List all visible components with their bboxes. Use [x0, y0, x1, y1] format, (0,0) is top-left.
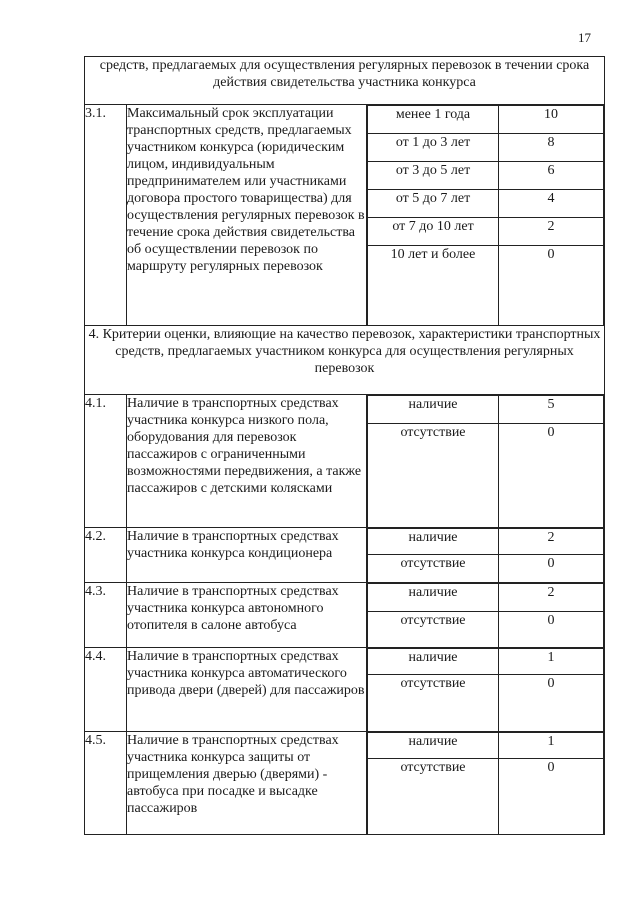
- page-number: 17: [578, 30, 591, 45]
- option-row: [368, 611, 604, 647]
- row-number: 4.5.: [85, 731, 127, 835]
- option-cell: [367, 394, 605, 528]
- option-score: 0: [499, 423, 604, 527]
- option-label: отсутствие: [368, 675, 499, 731]
- option-score: 0: [499, 611, 604, 647]
- option-label: наличие: [368, 649, 499, 675]
- option-label: отсутствие: [368, 758, 499, 834]
- option-row: [368, 675, 604, 731]
- row-description: Наличие в транспортных средствах участника конкурса низкого пола, оборудования для перевозок пассажиров с ограниченными возможностями передвижения, а также пассажиров с детскими колясками: [127, 394, 367, 528]
- option-score: 2: [499, 218, 604, 246]
- options-table: [367, 648, 604, 731]
- row-number: 4.2.: [85, 528, 127, 583]
- criteria-row-4-1: [85, 394, 605, 528]
- option-row: [368, 555, 604, 582]
- option-row: [368, 423, 604, 527]
- row-number: 4.1.: [85, 394, 127, 528]
- option-label: наличие: [368, 583, 499, 611]
- option-label: отсутствие: [368, 423, 499, 527]
- section-4-title-row: [85, 325, 605, 394]
- option-row: [368, 732, 604, 758]
- option-score: 4: [499, 190, 604, 218]
- option-row: [368, 190, 604, 218]
- option-cell: [367, 648, 605, 732]
- options-table: [367, 583, 604, 648]
- option-label: от 3 до 5 лет: [368, 162, 499, 190]
- criteria-row-4-5: [85, 731, 605, 835]
- option-row: [368, 758, 604, 834]
- option-score: 0: [499, 675, 604, 731]
- option-score: 10: [499, 106, 604, 134]
- row-number: 3.1.: [85, 105, 127, 326]
- header-continuation-row: [85, 57, 605, 105]
- option-cell: [367, 105, 605, 326]
- option-label: наличие: [368, 529, 499, 555]
- option-score: 2: [499, 529, 604, 555]
- option-score: 1: [499, 649, 604, 675]
- option-score: 0: [499, 555, 604, 582]
- option-row: [368, 106, 604, 134]
- option-row: [368, 246, 604, 325]
- option-row: [368, 583, 604, 611]
- option-label: от 1 до 3 лет: [368, 134, 499, 162]
- row-description: Максимальный срок эксплуатации транспортных средств, предлагаемых участником конкурса (юридическим лицом, индивидуальным предпринимателем или участниками договора простого товарищества) для осуществления регулярных перевозок в течение срока действия свидетельства об осуществлении перевозок по маршруту регулярных перевозок: [127, 105, 367, 326]
- option-label: отсутствие: [368, 555, 499, 582]
- option-cell: [367, 731, 605, 835]
- header-continuation: средств, предлагаемых для осуществления регулярных перевозок в течении срока действия свидетельства участника конкурса: [85, 57, 605, 105]
- row-description: Наличие в транспортных средствах участника конкурса автоматического привода двери (дверей) для пассажиров: [127, 648, 367, 732]
- option-cell: [367, 582, 605, 648]
- option-label: менее 1 года: [368, 106, 499, 134]
- option-label: отсутствие: [368, 611, 499, 647]
- section-4-title: 4. Критерии оценки, влияющие на качество перевозок, характеристики транспортных средств, предлагаемых участником конкурса для осуществления регулярных перевозок: [85, 325, 605, 394]
- criteria-row-4-3: [85, 582, 605, 648]
- options-table: [367, 395, 604, 528]
- criteria-row-4-4: [85, 648, 605, 732]
- option-score: 8: [499, 134, 604, 162]
- option-score: 0: [499, 758, 604, 834]
- option-label: от 5 до 7 лет: [368, 190, 499, 218]
- option-label: наличие: [368, 395, 499, 423]
- row-number: 4.3.: [85, 582, 127, 648]
- options-table: [367, 105, 604, 325]
- row-number: 4.4.: [85, 648, 127, 732]
- criteria-table: [84, 56, 605, 835]
- option-score: 1: [499, 732, 604, 758]
- option-row: [368, 162, 604, 190]
- options-table: [367, 528, 604, 582]
- option-row: [368, 134, 604, 162]
- option-label: 10 лет и более: [368, 246, 499, 325]
- options-table: [367, 732, 604, 835]
- option-score: 2: [499, 583, 604, 611]
- row-description: Наличие в транспортных средствах участника конкурса защиты от прищемления дверью (дверями) - автобуса при посадке и высадке пассажиров: [127, 731, 367, 835]
- option-label: от 7 до 10 лет: [368, 218, 499, 246]
- option-score: 6: [499, 162, 604, 190]
- option-row: [368, 529, 604, 555]
- option-cell: [367, 528, 605, 583]
- option-score: 5: [499, 395, 604, 423]
- option-label: наличие: [368, 732, 499, 758]
- row-description: Наличие в транспортных средствах участника конкурса кондиционера: [127, 528, 367, 583]
- option-score: 0: [499, 246, 604, 325]
- criteria-row-3-1: [85, 105, 605, 326]
- row-description: Наличие в транспортных средствах участника конкурса автономного отопителя в салоне автобуса: [127, 582, 367, 648]
- option-row: [368, 218, 604, 246]
- criteria-row-4-2: [85, 528, 605, 583]
- option-row: [368, 395, 604, 423]
- option-row: [368, 649, 604, 675]
